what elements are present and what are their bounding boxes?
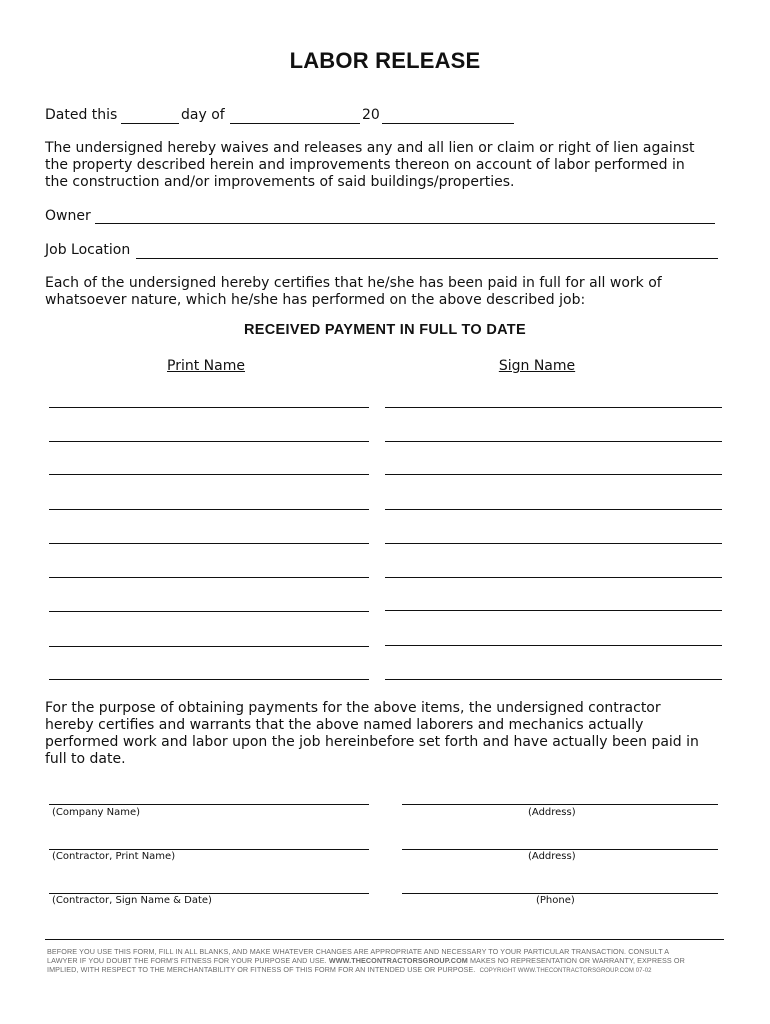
dated-year-prefix: 20	[362, 107, 380, 123]
print-name-header: Print Name	[167, 358, 245, 374]
sign-name-line[interactable]	[385, 425, 722, 442]
owner-label: Owner	[45, 208, 91, 224]
waiver-line: the property described herein and improvements thereon on account of labor performed in	[45, 157, 685, 173]
website-link: WWW.THECONTRACTORSGROUP.COM	[328, 956, 468, 965]
sign-name-line[interactable]	[385, 663, 722, 680]
job-location-label: Job Location	[45, 242, 131, 258]
job-location-field[interactable]	[136, 242, 718, 259]
copyright-notice: COPYRIGHT WWW.THECONTRACTORSGROUP.COM 07-02	[479, 968, 652, 974]
contractor-sign-caption: (Contractor, Sign Name & Date)	[52, 895, 212, 906]
waiver-line: The undersigned hereby waives and releases any and all lien or claim or right of lien against	[45, 140, 695, 156]
contractor-paragraph	[45, 700, 699, 768]
disclaimer-line-2a: LAWYER IF YOU DOUBT THE FORM'S FITNESS FOR YOUR PURPOSE AND USE.	[47, 956, 327, 965]
contractor-line: performed work and labor upon the job hereinbefore set forth and have actually been paid in	[45, 734, 699, 750]
disclaimer	[47, 947, 685, 976]
contractor-line: full to date.	[45, 751, 126, 767]
print-name-line[interactable]	[49, 561, 369, 578]
print-name-line[interactable]	[49, 595, 369, 612]
address-caption-1: (Address)	[528, 807, 576, 818]
waiver-paragraph	[45, 140, 694, 191]
contractor-print-caption: (Contractor, Print Name)	[52, 851, 176, 862]
phone-line[interactable]	[402, 877, 718, 894]
sign-name-line[interactable]	[385, 594, 722, 611]
print-name-line[interactable]	[49, 527, 369, 544]
certify-line: Each of the undersigned hereby certifies that he/she has been paid in full for all work of	[45, 275, 662, 291]
disclaimer-line-1: BEFORE YOU USE THIS FORM, FILL IN ALL BLANKS, AND MAKE WHATEVER CHANGES ARE APPROPRIATE AND NECESSARY TO YOUR PARTICULAR TRANSACTION. CONSULT A	[47, 947, 670, 956]
dated-day-of: day of	[181, 107, 225, 123]
contractor-line: For the purpose of obtaining payments for the above items, the undersigned contractor	[45, 700, 661, 716]
sign-name-line[interactable]	[385, 493, 722, 510]
print-name-line[interactable]	[49, 663, 369, 680]
print-name-line[interactable]	[49, 391, 369, 408]
sign-name-line[interactable]	[385, 561, 722, 578]
disclaimer-line-3a: IMPLIED, WITH RESPECT TO THE MERCHANTABILITY OR FITNESS OF THIS FORM FOR AN INTENDED USE OR PURPOSE.	[47, 965, 476, 974]
contractor-sign-line[interactable]	[49, 877, 369, 894]
sign-name-line[interactable]	[385, 629, 722, 646]
address-line-2[interactable]	[402, 833, 718, 850]
print-name-line[interactable]	[49, 425, 369, 442]
contractor-line: hereby certifies and warrants that the above named laborers and mechanics actually	[45, 717, 644, 733]
dated-prefix: Dated this	[45, 107, 118, 123]
footer-divider	[45, 939, 724, 940]
print-name-line[interactable]	[49, 630, 369, 647]
form-title: LABOR RELEASE	[289, 48, 481, 73]
company-name-caption: (Company Name)	[52, 807, 141, 818]
sign-name-line[interactable]	[385, 391, 722, 408]
sign-name-line[interactable]	[385, 527, 722, 544]
address-line-1[interactable]	[402, 788, 718, 805]
disclaimer-line-3	[47, 965, 685, 976]
payment-heading: RECEIVED PAYMENT IN FULL TO DATE	[244, 322, 526, 338]
day-blank[interactable]	[121, 107, 179, 124]
year-blank[interactable]	[382, 107, 514, 124]
company-name-line[interactable]	[49, 788, 369, 805]
phone-caption: (Phone)	[536, 895, 575, 906]
address-caption-2: (Address)	[528, 851, 576, 862]
print-name-line[interactable]	[49, 458, 369, 475]
contractor-print-line[interactable]	[49, 833, 369, 850]
certify-paragraph	[45, 275, 662, 309]
sign-name-line[interactable]	[385, 458, 722, 475]
owner-field[interactable]	[95, 207, 715, 224]
certify-line: whatsoever nature, which he/she has performed on the above described job:	[45, 292, 586, 308]
print-name-line[interactable]	[49, 493, 369, 510]
month-blank[interactable]	[230, 107, 360, 124]
sign-name-header: Sign Name	[498, 358, 576, 374]
disclaimer-line-2c: MAKES NO REPRESENTATION OR WARRANTY, EXPRESS OR	[469, 956, 685, 965]
waiver-line: the construction and/or improvements of said buildings/properties.	[45, 174, 515, 190]
disclaimer-line-2	[47, 956, 685, 965]
